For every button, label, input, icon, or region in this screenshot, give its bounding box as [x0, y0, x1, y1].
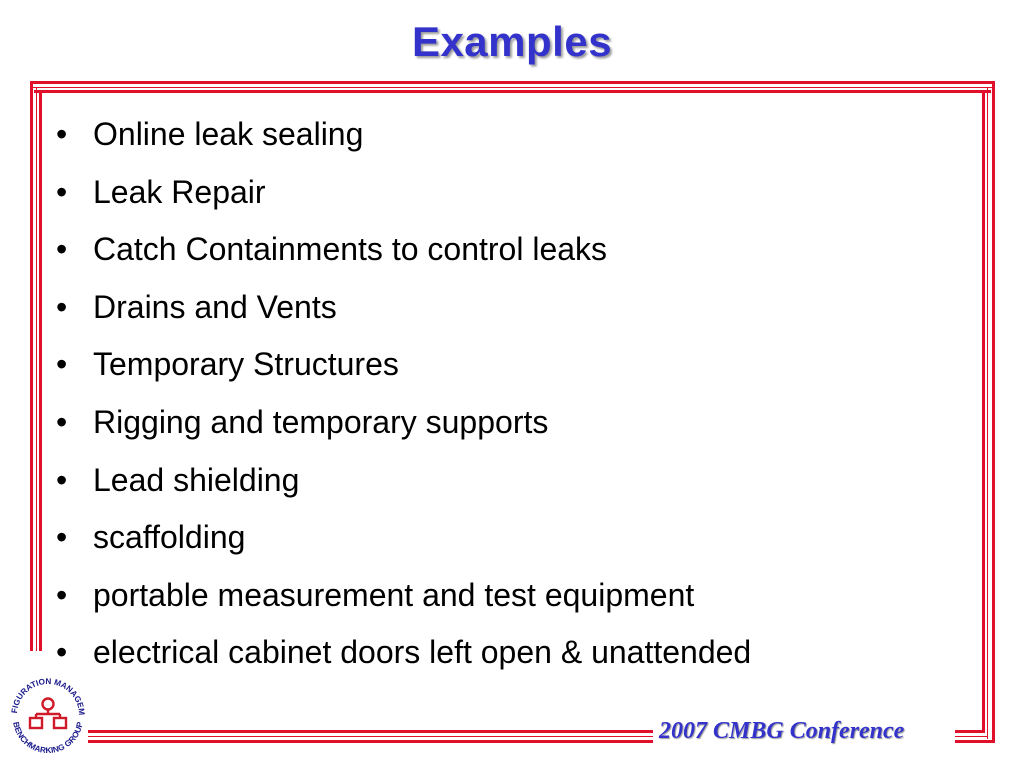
org-chart-icon [3, 668, 93, 758]
frame-line [88, 736, 653, 737]
list-item-text: Rigging and temporary supports [93, 403, 549, 440]
list-item-text: Drains and Vents [93, 288, 337, 325]
list-item [56, 628, 751, 686]
logo-top-text: FIGURATION MANAGEM [9, 676, 87, 716]
frame-line [30, 87, 995, 88]
bullet-marker: • [56, 346, 68, 383]
frame-line [30, 81, 995, 84]
bullet-marker: • [56, 231, 68, 268]
list-item [56, 283, 751, 341]
frame-line [955, 740, 995, 743]
bullet-marker: • [56, 576, 68, 613]
list-item [56, 110, 751, 168]
frame-line [39, 90, 42, 651]
frame-line [982, 90, 985, 733]
frame-line [36, 87, 37, 651]
frame-line [88, 740, 653, 743]
frame-line [955, 730, 985, 733]
bullet-marker: • [56, 403, 68, 440]
bullet-marker: • [56, 288, 68, 325]
list-item-text: Temporary Structures [93, 346, 399, 383]
list-item [56, 225, 751, 283]
bullet-marker: • [56, 519, 68, 556]
frame-line [955, 736, 988, 737]
bullet-marker: • [56, 634, 68, 671]
slide-title: Examples [411, 18, 613, 65]
list-item-text: Online leak sealing [93, 116, 364, 152]
cmbg-logo [3, 668, 93, 758]
footer-conference: 2007 CMBG Conference [659, 718, 905, 744]
list-item [56, 513, 751, 571]
bullet-list [56, 110, 751, 686]
frame-line [30, 81, 33, 651]
list-item [56, 456, 751, 514]
bullet-marker: • [56, 116, 68, 152]
list-item [56, 571, 751, 629]
logo-bottom-text: BENCHMARKING GROUP [11, 721, 85, 756]
list-item-text: Lead shielding [93, 461, 300, 498]
list-item-text: electrical cabinet doors left open & unattended [93, 634, 752, 671]
list-item-text: portable measurement and test equipment [93, 576, 695, 613]
list-item-text: scaffolding [93, 519, 246, 556]
frame-line [987, 87, 988, 739]
list-item [56, 168, 751, 226]
list-item-text: Catch Containments to control leaks [93, 231, 608, 268]
list-item [56, 398, 751, 456]
frame-line [34, 90, 991, 93]
frame-line [992, 81, 995, 743]
list-item [56, 340, 751, 398]
bullet-marker: • [56, 173, 68, 210]
frame-line [88, 730, 653, 733]
list-item-text: Leak Repair [93, 173, 266, 210]
bullet-marker: • [56, 461, 68, 498]
